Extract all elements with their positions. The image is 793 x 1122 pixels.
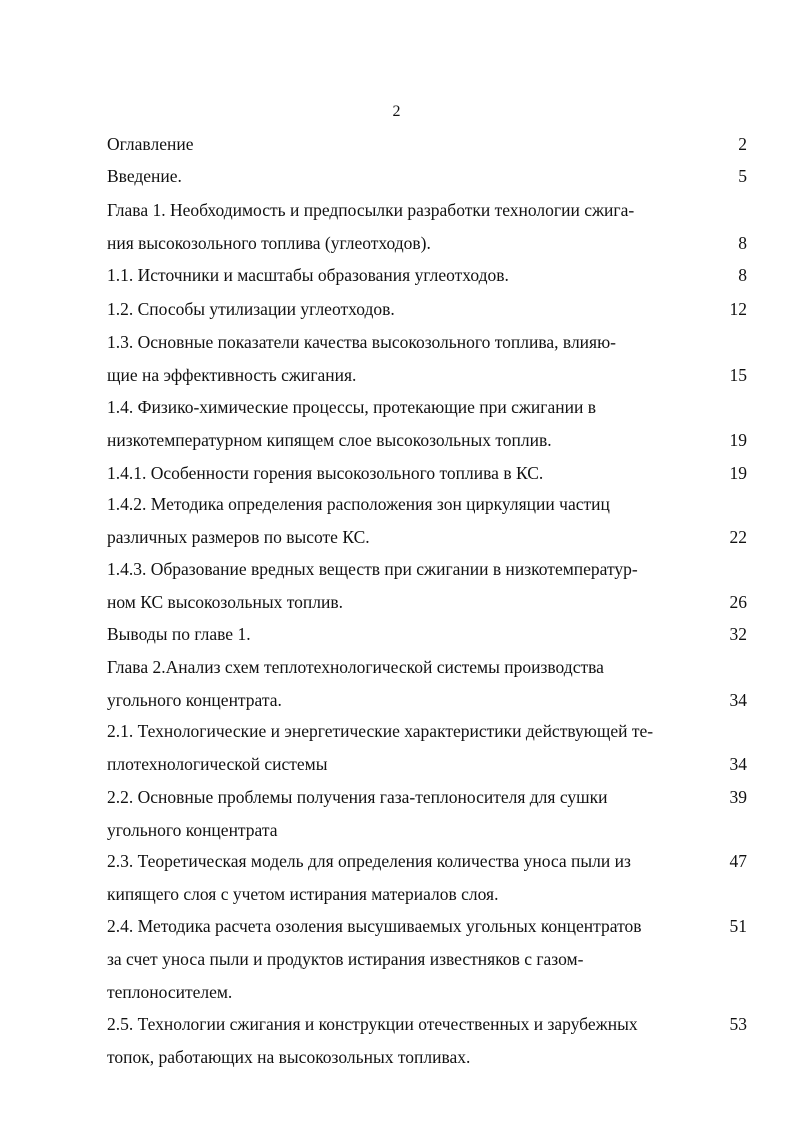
toc-line [107, 262, 747, 288]
toc-line [107, 131, 747, 157]
toc-page-number: 53 [729, 1014, 747, 1034]
toc-entry-text: 2.5. Технологии сжигания и конструкции отечественных и зарубежных [107, 1014, 638, 1034]
toc-entry-text: 2.1. Технологические и энергетические характеристики действующей те- [107, 721, 654, 741]
toc-page-number: 26 [729, 592, 747, 612]
toc-entry-text: плотехнологической системы [107, 754, 328, 774]
toc-page-number: 8 [738, 233, 747, 253]
toc-entry-text: различных размеров по высоте КС. [107, 527, 370, 547]
toc-entry-text: 2.4. Методика расчета озоления высушиваемых угольных концентратов [107, 916, 642, 936]
toc-line [107, 718, 747, 744]
toc-line [107, 817, 747, 843]
toc-page-number: 19 [729, 430, 747, 450]
toc-page-number: 5 [738, 166, 747, 186]
toc-page-number: 2 [738, 134, 747, 154]
toc-line [107, 460, 747, 486]
toc-page-number: 47 [729, 851, 747, 871]
toc-page-number: 34 [729, 754, 747, 774]
toc-entry-text: 1.3. Основные показатели качества высокозольного топлива, влияю- [107, 332, 616, 352]
toc-page-number: 51 [729, 916, 747, 936]
toc-page-number: 8 [738, 265, 747, 285]
toc-page-number: 22 [729, 527, 747, 547]
toc-entry-text: 1.4. Физико-химические процессы, протекающие при сжигании в [107, 397, 596, 417]
toc-line [107, 979, 747, 1005]
toc-line [107, 654, 747, 680]
toc-line [107, 329, 747, 355]
toc-entry-text: 1.4.2. Методика определения расположения зон циркуляции частиц [107, 494, 610, 514]
toc-entry-text: Выводы по главе 1. [107, 624, 251, 644]
toc-line [107, 751, 747, 777]
toc-line [107, 589, 747, 615]
toc-entry-text: теплоносителем. [107, 982, 233, 1002]
toc-entry-text: низкотемпературном кипящем слое высокозольных топлив. [107, 430, 552, 450]
toc-line [107, 197, 747, 223]
toc-line [107, 230, 747, 256]
toc-line [107, 784, 747, 810]
toc-entry-text: щие на эффективность сжигания. [107, 365, 357, 385]
toc-page-number: 34 [729, 690, 747, 710]
toc-entry-text: Глава 2.Анализ схем теплотехнологической системы производства [107, 657, 604, 677]
toc-entry-text: кипящего слоя с учетом истирания материалов слоя. [107, 884, 499, 904]
toc-entry-text: 1.1. Источники и масштабы образования углеотходов. [107, 265, 509, 285]
toc-page-number: 12 [729, 299, 747, 319]
toc-line [107, 163, 747, 189]
toc-entry-text: 2.3. Теоретическая модель для определения количества уноса пыли из [107, 851, 631, 871]
toc-line [107, 362, 747, 388]
toc-line [107, 621, 747, 647]
toc-line [107, 394, 747, 420]
toc-entry-text: Введение. [107, 166, 182, 186]
toc-line [107, 881, 747, 907]
toc-line [107, 524, 747, 550]
toc-entry-text: 2.2. Основные проблемы получения газа-теплоносителя для сушки [107, 787, 608, 807]
toc-line [107, 491, 747, 517]
toc-entry-text: 1.4.3. Образование вредных веществ при сжигании в низкотемператур- [107, 559, 638, 579]
toc-line [107, 913, 747, 939]
toc-entry-text: 1.4.1. Особенности горения высокозольного топлива в КС. [107, 463, 544, 483]
toc-line [107, 427, 747, 453]
page-number: 2 [392, 103, 401, 120]
toc-entry-text: топок, работающих на высокозольных топливах. [107, 1047, 471, 1067]
toc-entry-text: угольного концентрата [107, 820, 278, 840]
toc-line [107, 1011, 747, 1037]
toc-entry-text: 1.2. Способы утилизации углеотходов. [107, 299, 395, 319]
toc-page-number: 39 [729, 787, 747, 807]
toc-entry-text: ния высокозольного топлива (углеотходов). [107, 233, 431, 253]
toc-entry-text: ном КС высокозольных топлив. [107, 592, 343, 612]
toc-entry-text: Глава 1. Необходимость и предпосылки разработки технологии сжига- [107, 200, 635, 220]
toc-line [107, 946, 747, 972]
toc-line [107, 296, 747, 322]
toc-entry-text: угольного концентрата. [107, 690, 282, 710]
toc-page-number: 32 [729, 624, 747, 644]
toc-entry-text: за счет уноса пыли и продуктов истирания известняков с газом- [107, 949, 584, 969]
toc-line [107, 687, 747, 713]
toc-line [107, 848, 747, 874]
toc-line [107, 556, 747, 582]
toc-page-number: 15 [729, 365, 747, 385]
toc-page-number: 19 [729, 463, 747, 483]
toc-line [107, 1044, 747, 1070]
toc-entry-text: Оглавление [107, 134, 194, 154]
